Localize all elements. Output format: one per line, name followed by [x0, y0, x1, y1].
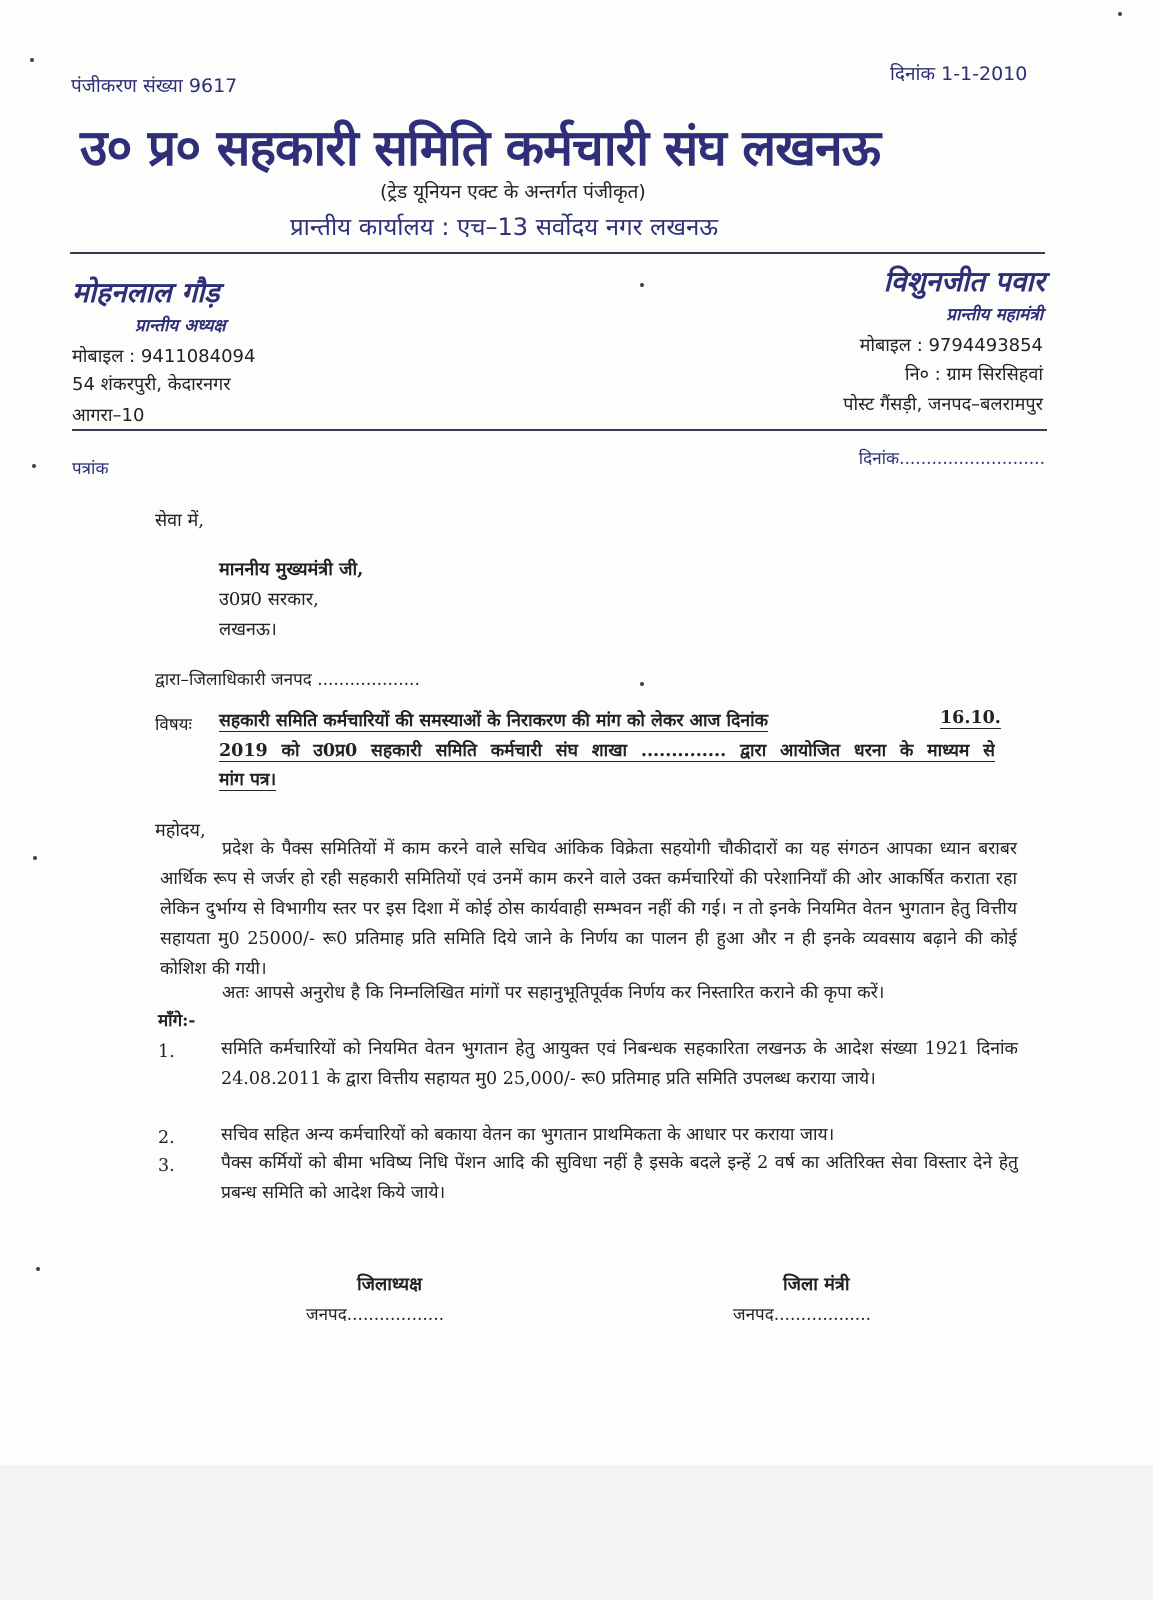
district-secretary-signature-title: जिला मंत्री — [783, 1274, 850, 1295]
president-address-2: आगरा–10 — [72, 405, 145, 426]
subject-line-2: 2019 को उ0प्र0 सहकारी समिति कर्मचारी संघ शाखा .............. द्वारा आयोजित धरना के माध्यम से — [219, 741, 995, 761]
letter-reference: पत्रांक — [72, 459, 109, 479]
via-district-magistrate: द्वारा–जिलाधिकारी जनपद ................... — [155, 670, 420, 690]
scan-speck — [33, 856, 37, 860]
scan-speck — [30, 58, 34, 62]
demand-number: 2. — [158, 1128, 175, 1148]
recipient-line-2: उ0प्र0 सरकार, — [219, 589, 319, 610]
scan-speck — [640, 682, 644, 686]
demand-number: 1. — [158, 1042, 175, 1062]
registration-note: (ट्रेड यूनियन एक्ट के अन्तर्गत पंजीकृत) — [380, 181, 646, 203]
office-address: प्रान्तीय कार्यालय : एच–13 सर्वोदय नगर लखनऊ — [290, 213, 719, 241]
demand-text: सचिव सहित अन्य कर्मचारियों को बकाया वेतन का भुगतान प्राथमिकता के आधार पर कराया जाय। — [221, 1125, 835, 1145]
greeting: महोदय, — [155, 820, 206, 841]
recipient-line-3: लखनऊ। — [219, 619, 277, 640]
general-secretary-mobile: मोबाइल : 9794493854 — [859, 335, 1043, 356]
header-divider — [70, 252, 1045, 254]
scan-speck — [32, 464, 36, 468]
subject-line-3: मांग पत्र। — [219, 770, 277, 790]
scan-speck — [1118, 12, 1122, 16]
president-address-1: 54 शंकरपुरी, केदारनगर — [72, 374, 231, 395]
officers-divider — [72, 429, 1047, 431]
general-secretary-title: प्रान्तीय महामंत्री — [946, 305, 1043, 325]
scan-speck — [36, 1267, 40, 1271]
letter-date: दिनांक........................... — [858, 449, 1045, 469]
subject-line-1-date: 16.10. — [940, 708, 1001, 728]
district-president-district: जनपद.................. — [306, 1305, 445, 1325]
president-mobile: मोबाइल : 9411084094 — [72, 346, 256, 367]
president-title: प्रान्तीय अध्यक्ष — [135, 316, 226, 336]
paragraph-2: अतः आपसे अनुरोध है कि निम्नलिखित मांगों पर सहानुभूतिपूर्वक निर्णय कर निस्तारित कराने की कृपा करें। — [222, 983, 885, 1003]
recipient-line-1: माननीय मुख्यमंत्री जी, — [219, 559, 364, 580]
demand-number: 3. — [158, 1156, 175, 1176]
paragraph-1: प्रदेश के पैक्स समितियों में काम करने वाले सचिव आंकिक विक्रेता सहयोगी चौकीदारों का यह संगठन आपका ध्यान बराबर आर्थिक रूप से जर्जर हो रही सहकारी समितियों एवं उनमें काम करने वाले उक्त कर्मचारियों की परेशानियाँ की ओर आकर्षित कराता रहा लेकिन दुर्भाग्य से विभागीय स्तर पर इस दिशा में कोई ठोस कार्यवाही सम्भवन नहीं की गई। न तो इनके नियमित वेतन भुगतान हेतु वित्तीय सहायता मु0 25000/- रू0 प्रतिमाह प्रति समिति दिये जाने के निर्णय का पालन ही हुआ और न ही इनके व्यवसाय बढ़ाने की कोई कोशिश की गयी। — [160, 839, 1017, 979]
registration-number: पंजीकरण संख्या 9617 — [71, 75, 238, 97]
general-secretary-name: विशुनजीत पवार — [883, 265, 1045, 298]
district-president-signature-title: जिलाध्यक्ष — [357, 1274, 422, 1295]
general-secretary-address-2: पोस्ट गैंसड़ी, जनपद–बलरामपुर — [843, 394, 1043, 415]
letterhead-date: दिनांक 1-1-2010 — [890, 63, 1028, 85]
subject-label: विषयः — [155, 715, 192, 735]
scan-margin — [0, 1465, 1153, 1600]
demand-text: पैक्स कर्मियों को बीमा भविष्य निधि पेंशन आदि की सुविधा नहीं है इसके बदले इन्हें 2 वर्ष का अतिरिक्त सेवा विस्तार देने हेतु प्रबन्ध समिति को आदेश किये जाये। — [221, 1153, 1018, 1203]
scan-speck — [640, 283, 644, 287]
demand-text: समिति कर्मचारियों को नियमित वेतन भुगतान हेतु आयुक्त एवं निबन्धक सहकारिता लखनऊ के आदेश संख्या 1921 दिनांक 24.08.2011 के द्वारा वित्तीय सहायत मु0 25,000/- रू0 प्रतिमाह प्रति समिति उपलब्ध कराया जाये। — [221, 1039, 1018, 1089]
president-name: मोहनलाल गौड़ — [72, 276, 220, 309]
subject-line-1: सहकारी समिति कर्मचारियों की समस्याओं के निराकरण की मांग को लेकर आज दिनांक — [219, 711, 769, 731]
salutation-to: सेवा में, — [155, 510, 205, 531]
demands-label: माँगे:- — [158, 1011, 196, 1031]
general-secretary-address-1: नि० : ग्राम सिरसिहवां — [904, 364, 1043, 385]
district-secretary-district: जनपद.................. — [733, 1305, 872, 1325]
organization-name: उ० प्र० सहकारी समिति कर्मचारी संघ लखनऊ — [80, 119, 881, 177]
